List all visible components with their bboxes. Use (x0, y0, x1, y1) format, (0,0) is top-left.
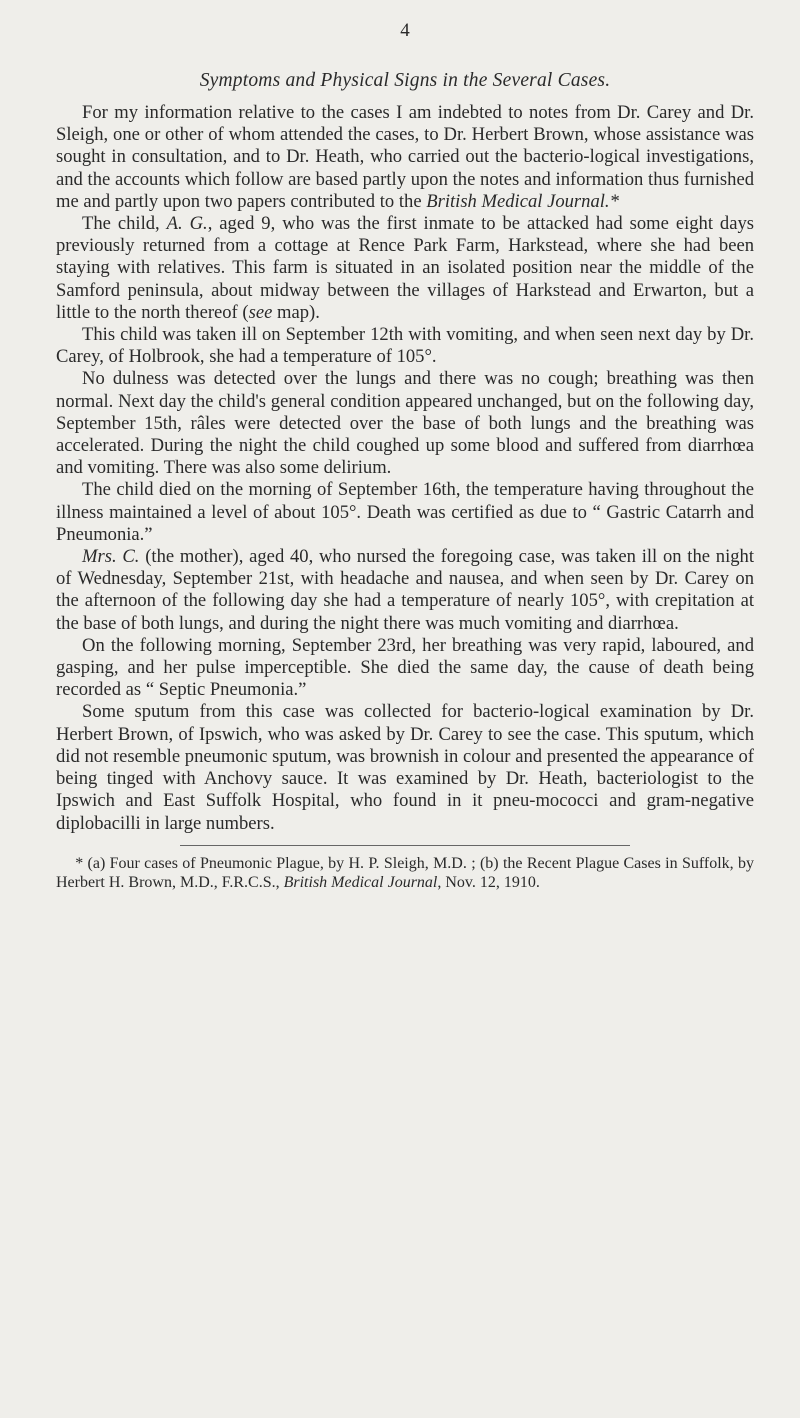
text-run: On the following morning, September 23rd, her breathing was very rapid, laboured, and gasping, and her pulse imperceptible. She died the same day, the cause of death being recorded as “ Septic Pneumonia.” (56, 634, 754, 701)
paragraph (56, 635, 754, 702)
text-run: , Nov. 12, 1910. (437, 873, 540, 891)
see-reference: see (248, 301, 273, 323)
paragraph (56, 479, 754, 546)
text-run: Some sputum from this case was collected for bacterio-logical examination by Dr. Herbert Brown, of Ipswich, who was asked by Dr. Carey to see the case. This sputum, which did not resemble pneumonic sputum, was brownish in colour and presented the appearance of being tinged with Anchovy sauce. It was examined by Dr. Heath, bacteriologist to the Ipswich and East Suffolk Hospital, who found in it pneu-mococci and gram-negative diplobacilli in large numbers. (56, 701, 754, 834)
text-run: (the mother), aged 40, who nursed the foregoing case, was taken ill on the night of Wednesday, September 21st, with headache and nausea, and when seen by Dr. Carey on the afternoon of the following day she had a temperature of nearly 105°, with crepitation at the base of both lungs, and during the night there was much vomiting and diarrhœa. (56, 546, 754, 634)
text-run: This child was taken ill on September 12th with vomiting, and when seen next day by Dr. Carey, of Holbrook, she had a temperature of 105°. (56, 324, 754, 368)
patient-name: Mrs. C. (82, 546, 140, 568)
section-heading: Symptoms and Physical Signs in the Several Cases. (199, 70, 611, 91)
text-run: The child, (82, 213, 167, 235)
text-run: map). (272, 301, 320, 323)
text-run: The child died on the morning of September 16th, the temperature having throughout the illness maintained a level of about 105°. Death was certified as due to “ Gastric Catarrh and Pneumonia.” (56, 479, 754, 545)
footnote (56, 854, 754, 892)
text-run: * (a) Four cases of Pneumonic Plague, by H. P. Sleigh, M.D. ; (b) the Recent Plague Cases in Suffolk, by Herbert H. Brown, M.D., F.R.C.S., (56, 854, 754, 891)
patient-initials: A. G. (166, 213, 208, 235)
paragraph (56, 213, 754, 324)
text-run: For my information relative to the cases I am indebted to notes from Dr. Carey and Dr. Sleigh, one or other of whom attended the cases, to Dr. Herbert Brown, whose assistance was sought in consultation, and to Dr. Heath, who carried out the bacterio-logical investigations, and the accounts which follow are based partly upon the notes and information thus furnished me and partly upon two papers contributed to the (56, 102, 754, 212)
paragraph (56, 701, 754, 834)
journal-title: British Medical Journal.* (426, 190, 619, 212)
paragraph (56, 324, 754, 368)
text-run: , aged 9, who was the first inmate to be attacked had some eight days previously returned from a cottage at Rence Park Farm, Harkstead, where she had been staying with relatives. This farm is situated in an isolated position near the middle of the Samford peninsula, about midway between the villages of Harkstead and Erwarton, but a little to the north thereof ( (56, 213, 755, 323)
paragraph (56, 546, 754, 635)
page-number: 4 (400, 20, 410, 41)
body-text (56, 102, 754, 835)
text-run: No dulness was detected over the lungs and there was no cough; breathing was then normal. Next day the child's general condition appeared unchanged, but on the following day, September 15th, râles were detected over the base of both lungs and the breathing was accelerated. During the night the child coughed up some blood and suffered from diarrhœa and vomiting. There was also some delirium. (56, 368, 754, 479)
paragraph (56, 368, 754, 479)
footnote-divider (180, 845, 630, 846)
journal-title: British Medical Journal (283, 873, 438, 891)
paragraph (56, 102, 754, 213)
